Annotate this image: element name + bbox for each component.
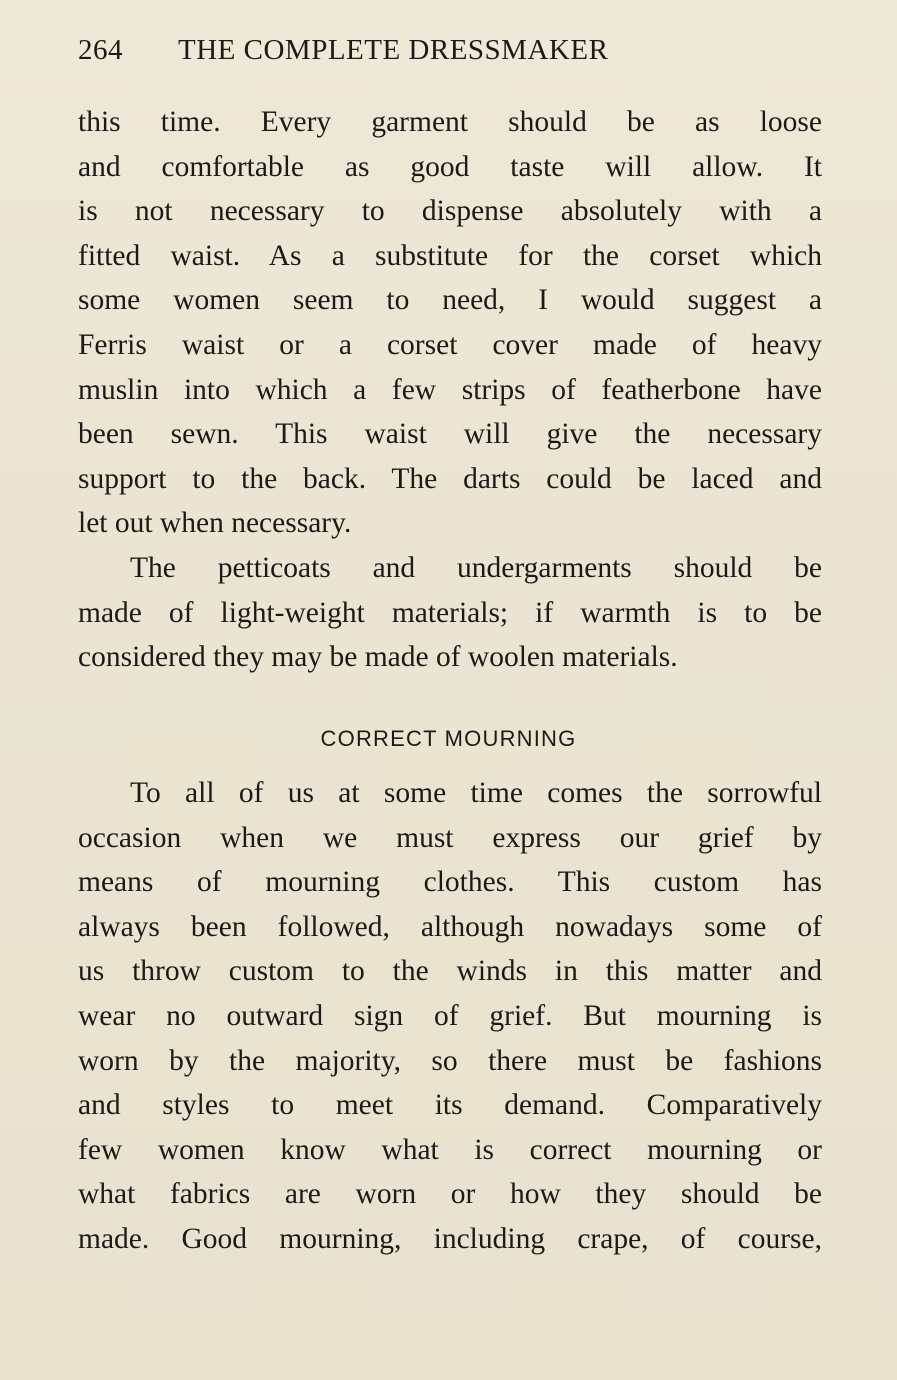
text-line: this time. Every garment should be as loose (78, 106, 822, 138)
text-line: worn by the majority, so there must be fashions (78, 1044, 822, 1077)
text-line: always been followed, although nowadays some of (78, 910, 822, 943)
text-line: Ferris waist or a corset cover made of heavy (78, 328, 822, 361)
paragraph-mourning (78, 771, 822, 1262)
running-title: THE COMPLETE DRESSMAKER (178, 34, 609, 66)
text-line: and comfortable as good taste will allow. It (78, 150, 822, 183)
section-heading: CORRECT MOURNING (320, 726, 577, 751)
text-line: let out when necessary. (78, 507, 352, 540)
text-line: occasion when we must express our grief by (78, 821, 822, 854)
text-line: considered they may be made of woolen materials. (78, 641, 678, 674)
text-line: some women seem to need, I would suggest a (78, 284, 822, 317)
text-line: means of mourning clothes. This custom has (78, 866, 822, 899)
running-header (78, 34, 738, 74)
text-line: been sewn. This waist will give the necessary (78, 418, 822, 451)
paragraph-petticoats (78, 546, 822, 680)
paragraph-clothing-comfort (78, 100, 822, 546)
text-line: fitted waist. As a substitute for the corset which (78, 239, 822, 272)
text-line: made. Good mourning, including crape, of course, (78, 1222, 822, 1255)
text-line: few women know what is correct mourning or (78, 1133, 822, 1166)
text-line: us throw custom to the winds in this matter and (78, 955, 822, 988)
page-number: 264 (78, 34, 123, 66)
text-line: support to the back. The darts could be laced and (78, 462, 822, 495)
text-line: To all of us at some time comes the sorrowful (130, 777, 822, 809)
text-line: is not necessary to dispense absolutely with a (78, 195, 822, 228)
text-line: muslin into which a few strips of featherbone have (78, 373, 822, 406)
text-line: The petticoats and undergarments should be (130, 552, 822, 584)
text-line: wear no outward sign of grief. But mourning is (78, 999, 822, 1032)
text-line: made of light-weight materials; if warmth is to be (78, 596, 822, 629)
text-line: what fabrics are worn or how they should be (78, 1178, 822, 1211)
text-line: and styles to meet its demand. Comparatively (78, 1089, 822, 1122)
